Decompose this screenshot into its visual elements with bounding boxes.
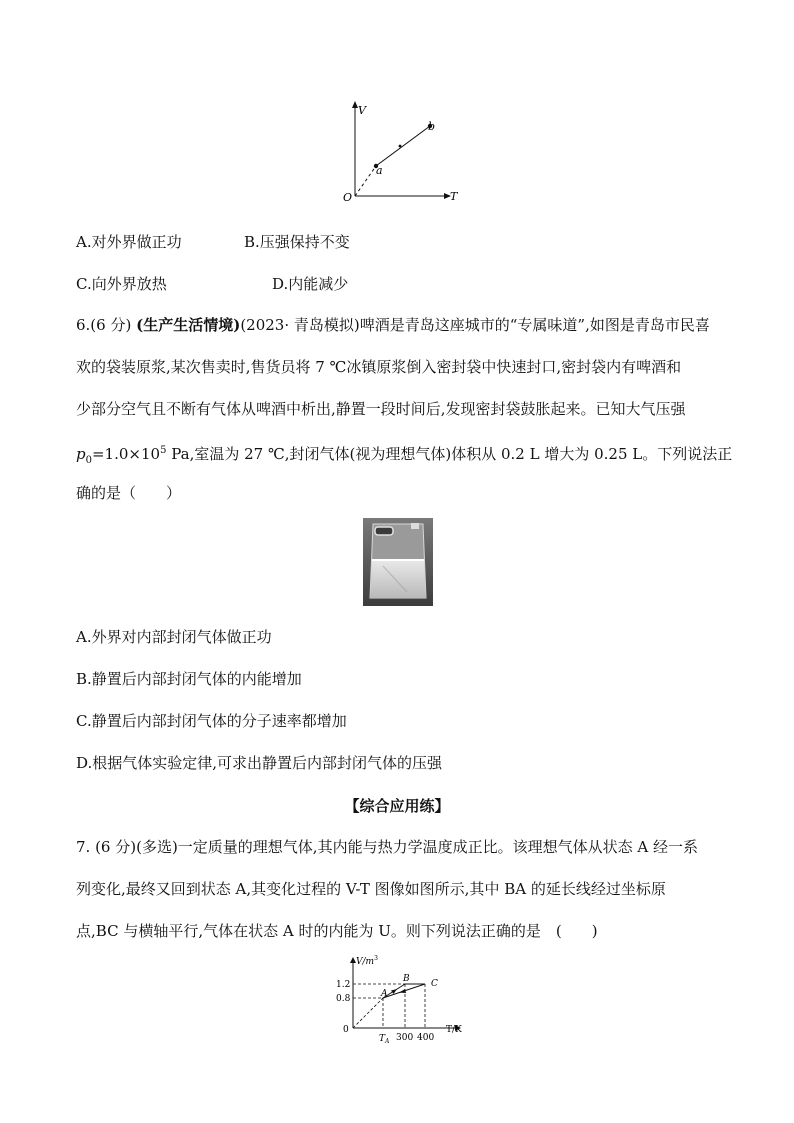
y-axis-label: $V/m^3$	[356, 955, 378, 967]
mid-point	[399, 145, 402, 148]
q6-line-4-text: Pa,室温为 27 ℃,封闭气体(视为理想气体)体积从 0.2 L 增大为 0.25 L。下列说法正	[166, 445, 733, 463]
q6-number: 6.(6 分)	[76, 316, 137, 334]
p0-subscript: 0	[85, 455, 92, 466]
q7-line-3: 点,BC 与横轴平行,气体在状态 A 时的内能为 U。则下列说法正确的是 ( )	[76, 922, 598, 940]
label-C: C	[431, 979, 438, 989]
x-axis-label: T/K	[446, 1025, 462, 1035]
x-tick-400: 400	[417, 1033, 435, 1043]
q6-line-5: 确的是（ ）	[76, 484, 182, 502]
extension-dashed-line	[355, 166, 376, 196]
q6-line-4	[76, 441, 732, 471]
p0-symbol: p	[76, 445, 86, 463]
p0-value: =1.0×10	[91, 445, 161, 463]
label-a: a	[376, 164, 383, 177]
vt-figure-2	[325, 952, 475, 1044]
arrow-ca	[399, 989, 406, 993]
process-line-ab	[376, 126, 430, 166]
q6-context-tag: (生产生活情境)	[136, 316, 241, 334]
q7-line-2: 列变化,最终又回到状态 A,其变化过程的 V-T 图像如图所示,其中 BA 的延长线经过坐标原	[76, 880, 666, 898]
p0-exponent: 5	[160, 445, 167, 456]
q5-option-b[interactable]: B.压强保持不变	[244, 233, 350, 251]
q6-line-3: 少部分空气且不断有气体从啤酒中析出,静置一段时间后,发现密封袋鼓胀起来。已知大气压强	[76, 400, 686, 418]
v-axis-label: V	[358, 104, 366, 117]
q6-option-c[interactable]: C.静置后内部封闭气体的分子速率都增加	[76, 712, 347, 730]
label-b: b	[428, 120, 436, 133]
label-B: B	[403, 974, 410, 984]
q6-line-1-text: (2023· 青岛模拟)啤酒是青岛这座城市的“专属味道”,如图是青岛市民喜	[240, 316, 710, 334]
q5-option-c[interactable]: C.向外界放热	[76, 275, 167, 293]
label-A: A	[381, 989, 388, 999]
q7-line-1: 7. (6 分)(多选)一定质量的理想气体,其内能与热力学温度成正比。该理想气体从状态 A 经一系	[76, 838, 698, 856]
q6-option-a[interactable]: A.外界对内部封闭气体做正功	[76, 628, 272, 646]
section-title: 【综合应用练】	[344, 797, 450, 815]
beer-bag-photo	[363, 518, 433, 606]
x-tick-ta: $T_A$	[379, 1034, 390, 1044]
q5-option-d[interactable]: D.内能减少	[272, 275, 349, 293]
q6-option-d[interactable]: D.根据气体实验定律,可求出静置后内部封闭气体的压强	[76, 754, 443, 772]
q6-line-1	[76, 315, 710, 335]
y-tick-1-2: 1.2	[336, 980, 351, 990]
y-tick-0-8: 0.8	[336, 994, 351, 1004]
x-tick-300: 300	[396, 1033, 414, 1043]
q5-option-a[interactable]: A.对外界做正功	[76, 233, 182, 251]
q6-option-b[interactable]: B.静置后内部封闭气体的内能增加	[76, 670, 302, 688]
vt-figure-1	[330, 98, 470, 208]
t-axis-label: T	[450, 190, 458, 203]
extension-oa	[353, 998, 383, 1028]
origin-label: 0	[343, 1025, 349, 1035]
q6-line-2: 欢的袋装原浆,某次售卖时,售货员将 7 ℃冰镇原浆倒入密封袋中快速封口,密封袋内有啤酒和	[76, 358, 682, 376]
origin-label: O	[343, 191, 353, 204]
